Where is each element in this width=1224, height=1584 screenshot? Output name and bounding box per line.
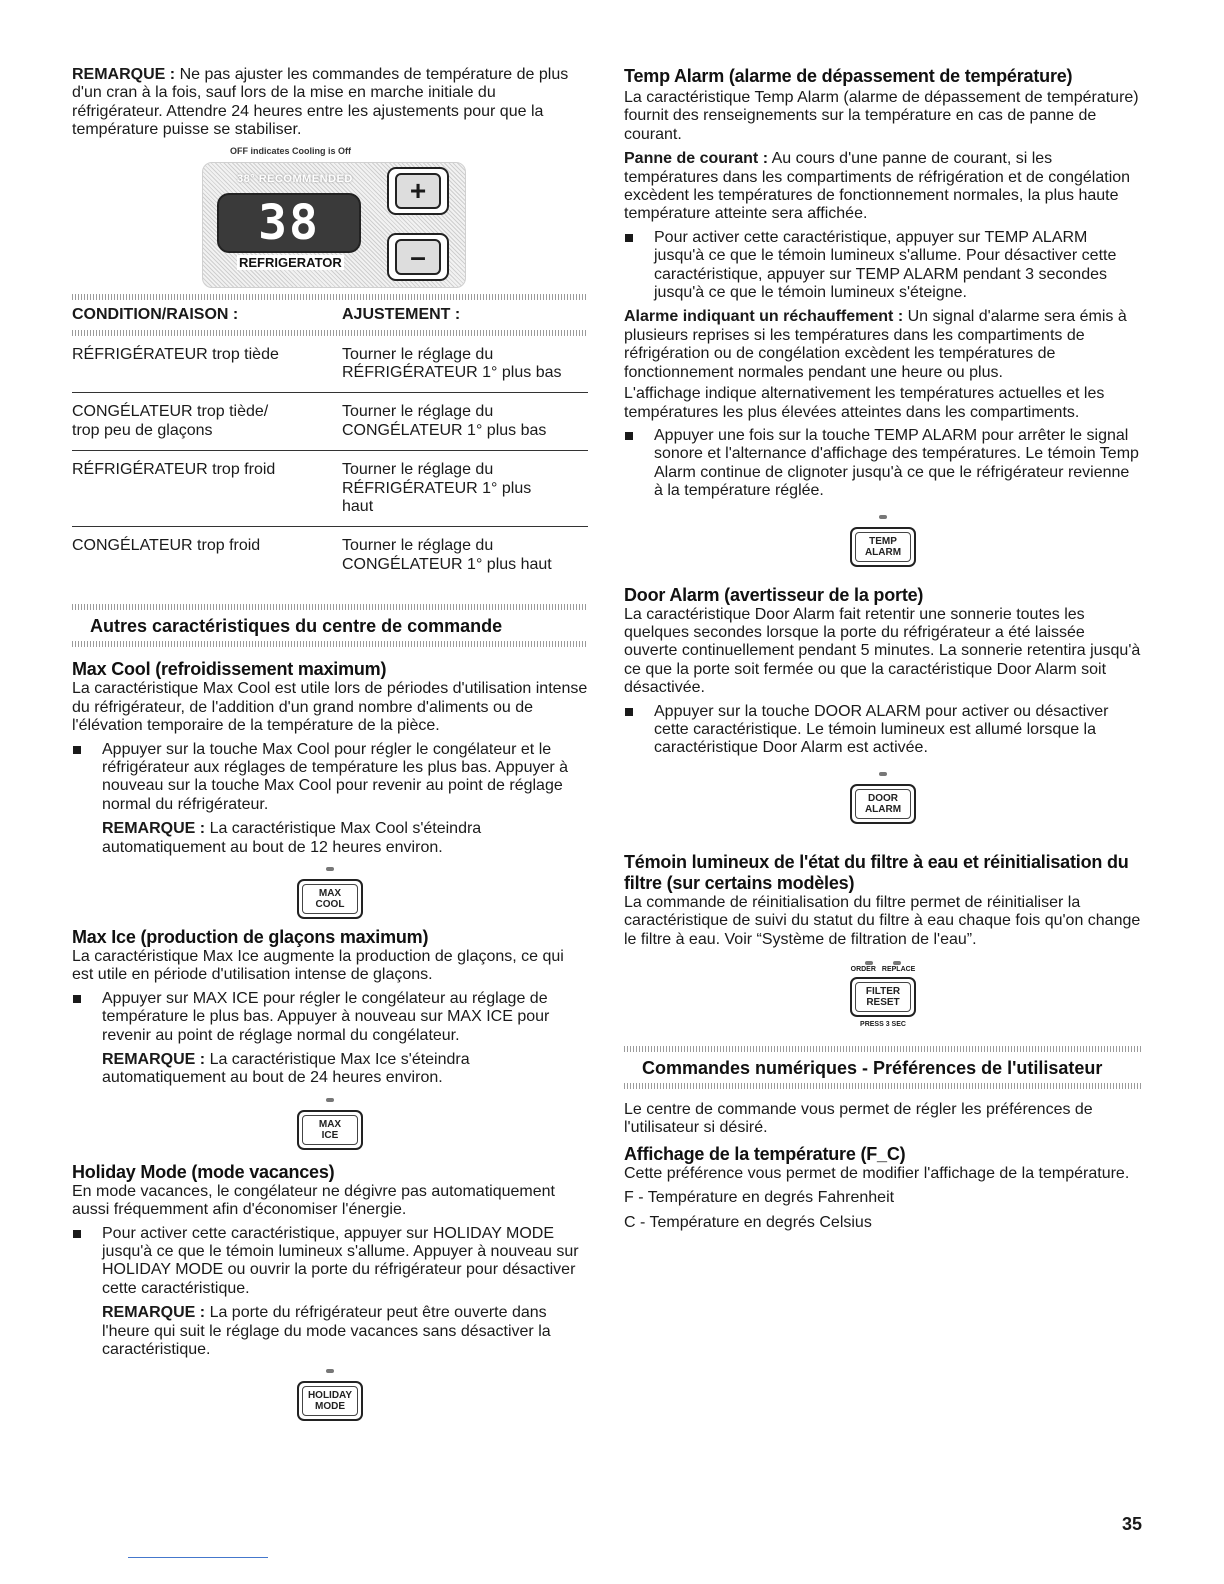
door-alarm-heading: Door Alarm (avertisseur de la porte): [624, 584, 924, 605]
note-paragraph: [72, 66, 588, 140]
fahrenheit-line: F - Température en degrés Fahrenheit: [624, 1189, 895, 1207]
display-paragraph: L'affichage indique alternativement les températures actuelles et les températures les plus élevées atteintes dans les compartiments.: [624, 385, 1105, 421]
max-cool-heading: Max Cool (refroidissement maximum): [72, 659, 387, 680]
condition-cell: CONGÉLATEUR trop tiède/ trop peu de glaçons: [72, 403, 269, 439]
holiday-bullet: Pour activer cette caractéristique, appuyer sur HOLIDAY MODE jusqu'à ce que le témoin lumineux s'allume. Appuyer à nouveau sur HOLIDAY MODE ou ouvrir la porte du réfrigérateur pour désactiver cette caractéristique.: [72, 1225, 588, 1299]
adjustment-cell: Tourner le réglage du CONGÉLATEUR 1° plus bas: [342, 403, 547, 439]
table-row: [72, 336, 588, 393]
adjustment-table-body: [72, 336, 588, 585]
max-ice-figure: [72, 1098, 588, 1150]
note-label: REMARQUE :: [102, 1304, 206, 1322]
warm-label: Alarme indiquant un réchauffement :: [624, 308, 904, 326]
max-ice-note: [72, 1051, 588, 1088]
note-text: La caractéristique Max Cool s'éteindra automatiquement au bout de 12 heures environ.: [102, 820, 482, 856]
adjustment-cell: Tourner le réglage du CONGÉLATEUR 1° plus haut: [342, 537, 552, 573]
condition-cell: RÉFRIGÉRATEUR trop froid: [72, 461, 276, 479]
prefs-text: Le centre de commande vous permet de régler les préférences de l'utilisateur si désiré.: [624, 1101, 1093, 1137]
button-label-line1: DOOR: [868, 792, 898, 804]
max-cool-text: La caractéristique Max Cool est utile lors de périodes d'utilisation intense du réfrigérateur, de l'addition d'un grand nombre d'aliments ou de l'élévation temporaire de la température de la pièce.: [72, 680, 588, 735]
holiday-figure: [72, 1369, 588, 1421]
button-face: [302, 1386, 358, 1416]
temp-alarm-button[interactable]: [850, 527, 916, 567]
max-ice-bullet: Appuyer sur MAX ICE pour régler le congélateur au réglage de température le plus bas. Appuyer à nouveau sur MAX ICE pour revenir au point de réglage normal du congélateur.: [72, 990, 588, 1045]
holiday-heading: Holiday Mode (mode vacances): [72, 1161, 335, 1182]
button-label-line2: ICE: [321, 1129, 339, 1141]
button-face: [855, 789, 911, 819]
warm-text: Un signal d'alarme sera émis à plusieurs reprises si les températures dans les compartiments de réfrigération ou de congélation excèdent les températures de fonctionnement normales pendant une heure ou plus.: [624, 308, 1127, 381]
condition-cell: RÉFRIGÉRATEUR trop tiède: [72, 345, 279, 363]
indicator-led: [326, 867, 334, 871]
order-label: ORDER: [850, 966, 876, 973]
power-text: Au cours d'une panne de courant, si les températures dans les compartiments de réfrigération et de congélation excèdent les températures de fonctionnement normales, la plus haute température atteinte sera affichée.: [624, 150, 1131, 223]
order-led: [865, 961, 873, 965]
door-alarm-figure: [624, 772, 1142, 824]
panel-body: [202, 162, 466, 288]
celsius-line: C - Température en degrés Celsius: [624, 1213, 872, 1231]
section-bottom-rule: [624, 1083, 1142, 1089]
condition-header: CONDITION/RAISON :: [72, 305, 239, 323]
recommended-label: 38° RECOMMENDED: [237, 172, 353, 185]
plus-icon: +: [409, 174, 427, 206]
indicator-led: [326, 1098, 334, 1102]
button-label-line2: RESET: [866, 997, 900, 1008]
max-ice-heading: Max Ice (production de glaçons maximum): [72, 926, 429, 947]
temp-alarm-text: La caractéristique Temp Alarm (alarme de dépassement de température) fournit des renseignements sur la température en cas de panne de courant.: [624, 89, 1139, 143]
note-text: La porte du réfrigérateur peut être ouverte dans l'heure qui suit le réglage du mode vacances sans désactiver la caractéristique.: [102, 1304, 551, 1359]
table-header-row: [72, 300, 588, 330]
max-ice-text: La caractéristique Max Ice augmente la production de glaçons, ce qui est utile en période d'utilisation intense de glaçons.: [72, 947, 564, 984]
minus-icon: –: [410, 240, 426, 272]
filter-status-labels: [851, 966, 916, 973]
temperature-display: [217, 193, 361, 253]
adjustment-cell: Tourner le réglage du RÉFRIGÉRATEUR 1° plus bas: [342, 345, 562, 382]
holiday-mode-button[interactable]: [297, 1381, 363, 1421]
button-label-line2: MODE: [315, 1401, 345, 1413]
table-row: [72, 527, 588, 584]
display-value: 38: [258, 194, 320, 251]
note-text: Ne pas ajuster les commandes de température de plus d'un cran à la fois, sauf lors de la mise en marche initiale du réfrigérateur. Attendre 24 heures entre les ajustements pour que la température puisse se stabiliser.: [72, 66, 569, 139]
section-title: Commandes numériques - Préférences de l'utilisateur: [642, 1058, 1103, 1078]
minus-button-inner: [395, 239, 441, 275]
button-label-line2: COOL: [315, 898, 345, 910]
door-alarm-text: La caractéristique Door Alarm fait retentir une sonnerie toutes les quelques secondes lorsque la porte du réfrigérateur a été laissée ouverte continuellement pendant 5 minutes. La sonnerie retentira jusqu'à ce que la porte soit fermée ou que la caractéristique Door Alarm soit désactivée.: [624, 605, 1141, 697]
filter-figure: [624, 961, 1142, 1028]
plus-button-inner: [395, 173, 441, 209]
door-alarm-button[interactable]: [850, 784, 916, 824]
adjustment-cell: Tourner le réglage du RÉFRIGÉRATEUR 1° plus haut: [342, 461, 532, 516]
button-label-line2: ALARM: [864, 803, 902, 815]
condition-cell: CONGÉLATEUR trop froid: [72, 537, 261, 555]
button-label-line1: TEMP: [869, 535, 897, 547]
button-face: [302, 1115, 358, 1145]
table-row: [72, 451, 588, 527]
button-label-line2: ALARM: [864, 546, 902, 558]
temp-alarm-bullet-2: Appuyer une fois sur la touche TEMP ALARM pour arrêter le signal sonore et l'alternance d'affichage des températures. Le témoin Temp Alarm continue de clignoter jusqu'à ce que le réfrigérateur revienne à la température réglée.: [624, 427, 1142, 501]
press-label: PRESS 3 SEC: [860, 1021, 906, 1028]
filter-heading: Témoin lumineux de l'état du filtre à eau et réinitialisation du filtre (sur certains modèles): [624, 851, 1129, 893]
adjustment-table: [72, 300, 588, 330]
button-label-line1: FILTER: [865, 986, 901, 997]
power-label: Panne de courant :: [624, 150, 769, 168]
indicator-led: [879, 515, 887, 519]
note-label: REMARQUE :: [72, 66, 176, 83]
indicator-led: [326, 1369, 334, 1373]
temp-alarm-figure: [624, 515, 1142, 567]
button-label-line1: MAX: [318, 1118, 342, 1130]
filter-text: La commande de réinitialisation du filtre permet de réinitialiser la caractéristique de suivi du statut du filtre à eau chaque fois qu'on change le filtre à eau. Voir “Système de filtration de l'eau”.: [624, 893, 1141, 948]
note-label: REMARQUE :: [102, 820, 206, 838]
adjustment-header: AJUSTEMENT :: [342, 305, 461, 323]
table-row: [72, 393, 588, 451]
replace-led: [893, 961, 901, 965]
indicator-led: [879, 772, 887, 776]
max-cool-figure: [72, 867, 588, 919]
note-text: La caractéristique Max Ice s'éteindra automatiquement au bout de 24 heures environ.: [102, 1050, 470, 1087]
temp-alarm-bullet-1: Pour activer cette caractéristique, appuyer sur TEMP ALARM jusqu'à ce que le témoin lumineux s'allume. Pour désactiver cette caractéristique, appuyer sur TEMP ALARM pendant 3 secondes jusqu'à ce que le témoin lumineux s'éteigne.: [624, 229, 1142, 303]
right-column: [624, 66, 1142, 1232]
left-column: [72, 66, 588, 1421]
max-cool-button[interactable]: [297, 879, 363, 919]
minus-button[interactable]: [387, 233, 449, 281]
section-bottom-rule: [72, 641, 588, 647]
temp-alarm-heading: Temp Alarm (alarme de dépassement de température): [624, 66, 1073, 86]
holiday-note: [72, 1304, 588, 1359]
note-label: REMARQUE :: [102, 1050, 206, 1068]
button-face: [855, 532, 911, 562]
filter-leds: [865, 961, 901, 965]
footer-rule: [128, 1557, 268, 1558]
button-label-line1: HOLIDAY: [307, 1390, 353, 1402]
button-face: [302, 884, 358, 914]
panel-caption: OFF indicates Cooling is Off: [230, 145, 352, 156]
max-cool-note: [72, 820, 588, 857]
warm-alarm-paragraph: [624, 308, 1142, 382]
temp-display-heading: Affichage de la température (F_C): [624, 1143, 906, 1164]
section-title: Autres caractéristiques du centre de commande: [90, 616, 503, 637]
holiday-text: En mode vacances, le congélateur ne dégivre pas automatiquement aussi fréquemment afin d'économiser l'énergie.: [72, 1182, 555, 1219]
door-alarm-bullet: Appuyer sur la touche DOOR ALARM pour activer ou désactiver cette caractéristique. Le témoin lumineux est allumé lorsque la caractéristique Door Alarm est activée.: [624, 703, 1142, 758]
zone-label: REFRIGERATOR: [239, 254, 342, 270]
power-outage-paragraph: [624, 150, 1142, 224]
max-cool-bullet: Appuyer sur la touche Max Cool pour régler le congélateur et le réfrigérateur aux réglages de température les plus bas. Appuyer à nouveau sur la touche Max Cool pour revenir au point de réglage normal du réfrigérateur.: [72, 741, 588, 815]
max-ice-button[interactable]: [297, 1110, 363, 1150]
filter-reset-button[interactable]: [850, 977, 916, 1017]
page-number: 35: [1121, 1514, 1142, 1534]
plus-button[interactable]: [387, 167, 449, 215]
replace-label: REPLACE: [881, 966, 916, 973]
button-face: [855, 982, 911, 1012]
button-label-line1: MAX: [318, 887, 342, 899]
temp-display-text: Cette préférence vous permet de modifier l'affichage de la température.: [624, 1164, 1130, 1182]
control-panel-figure: [72, 146, 588, 294]
